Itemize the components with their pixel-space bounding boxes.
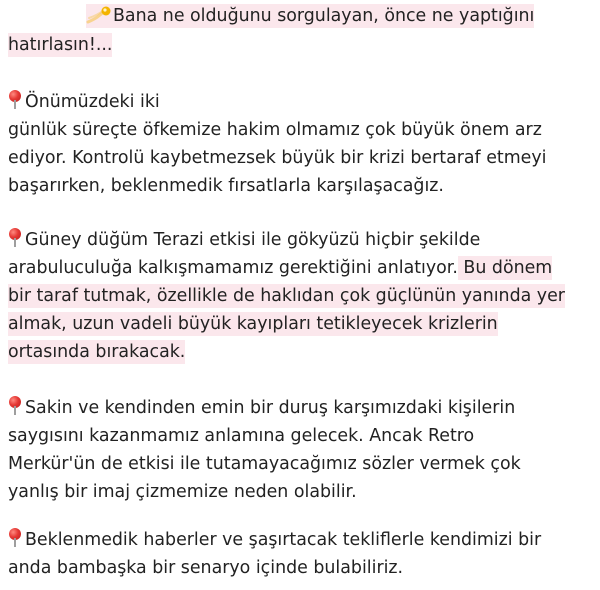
para2-text-5: ortasında bırakacak. — [8, 342, 186, 362]
para2-line-2 — [8, 256, 552, 280]
para1-line-2 — [8, 118, 542, 142]
para3-line-4 — [8, 480, 357, 504]
para3-text-2: saygısını kazanmamız anlamına gelecek. Ancak Retro — [8, 426, 475, 446]
para4-text-2: anda bambaşka bir senaryo içinde bulabiliriz. — [8, 558, 404, 578]
para2-text-4: almak, uzun vadeli büyük kayıpları tetikleyecek krizlerin — [8, 314, 498, 334]
para2-text-2b: Bu dönem — [457, 258, 553, 278]
para2-text-3: bir taraf tutmak, özellikle de haklıdan çok güçlünün yanında yer — [8, 286, 565, 306]
para4-text-1: Beklenmedik haberler ve şaşırtacak tekliflerle kendimizi bir — [25, 530, 542, 550]
para2-line-1 — [8, 228, 480, 252]
para1-line-3 — [8, 146, 546, 170]
para2-line-3 — [8, 284, 565, 308]
para3-line-2 — [8, 424, 474, 448]
para1-text-4: başarırken, beklenmedik fırsatlarla karşılaşacağız. — [8, 176, 444, 196]
round-pushpin-icon — [8, 396, 22, 416]
para3-text-4: yanlış bir imaj çizmemize neden olabilir. — [8, 482, 357, 502]
para3-text-3: Merkür'ün de etkisi ile tutamayacağımız sözler vermek çok — [8, 454, 521, 474]
intro-line-2 — [8, 33, 112, 57]
para2-text-1: Güney düğüm Terazi etkisi ile gökyüzü hiçbir şekilde — [25, 230, 481, 250]
para3-line-3 — [8, 452, 521, 476]
intro-line-1 — [86, 4, 534, 28]
para1-text-3: ediyor. Kontrolü kaybetmezsek büyük bir krizi bertaraf etmeyi — [8, 148, 547, 168]
round-pushpin-icon — [8, 228, 22, 248]
round-pushpin-icon — [8, 528, 22, 548]
para4-line-1 — [8, 528, 541, 552]
para1-text-2: günlük süreçte öfkemize hakim olmamız çok büyük önem arz — [8, 120, 542, 140]
round-pushpin-icon — [8, 90, 22, 110]
para2-text-2a: arabuluculuğa kalkışmamamız gerektiğini anlatıyor. — [8, 258, 458, 278]
para3-line-1 — [8, 396, 515, 420]
para1-line-4 — [8, 174, 444, 198]
para1-text-1: Önümüzdeki iki — [25, 92, 160, 112]
para3-text-1: Sakin ve kendinden emin bir duruş karşımızdaki kişilerin — [25, 398, 516, 418]
para2-line-4 — [8, 312, 498, 336]
para4-line-2 — [8, 556, 403, 580]
intro-text-2: hatırlasın!... — [8, 35, 113, 55]
para1-line-1 — [8, 90, 160, 114]
para2-line-5 — [8, 340, 185, 364]
comet-icon — [86, 5, 112, 25]
intro-text-1: Bana ne olduğunu sorgulayan, önce ne yaptığını — [113, 6, 535, 26]
